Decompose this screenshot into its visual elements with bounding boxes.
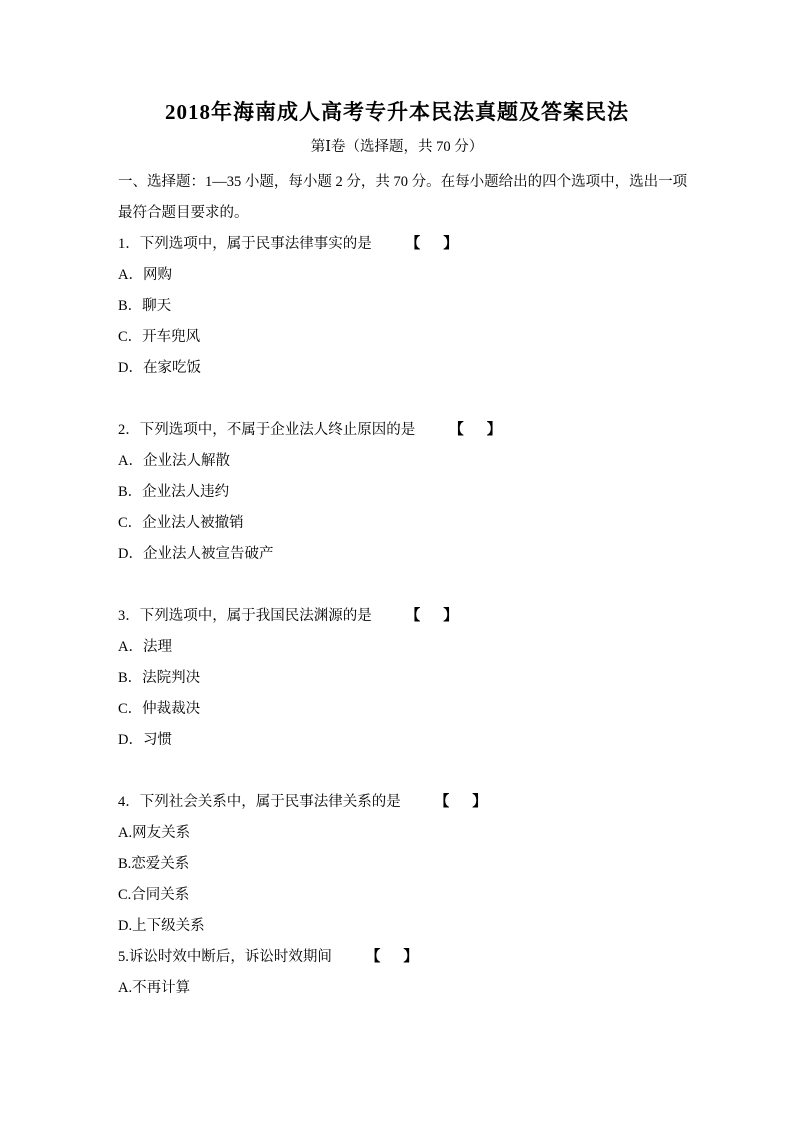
intro-line-2: 最符合题目要求的。 (118, 205, 249, 221)
question-4-stem: 4．下列社会关系中，属于民事法律关系的是 (118, 794, 401, 810)
question-3-option-d: D．习惯 (118, 732, 172, 748)
question-2-option-b: B．企业法人违约 (118, 484, 230, 500)
question-3-option-c: C．仲裁裁决 (118, 701, 201, 717)
question-3-stem-line (118, 601, 704, 632)
question-5-stem-line (118, 942, 704, 973)
question-3-option-b: B．法院判决 (118, 670, 201, 686)
question-1-option-a: A．网购 (118, 267, 172, 283)
question-2-option-d: D．企业法人被宣告破产 (118, 546, 274, 562)
question-1-option-c: C．开车兜风 (118, 329, 201, 345)
bracket-close: 】 (472, 794, 487, 810)
answer-bracket (406, 236, 458, 252)
question-1-stem-line (118, 229, 704, 260)
bracket-gap (420, 619, 443, 620)
bracket-gap (380, 960, 403, 961)
question-block-4 (118, 787, 704, 942)
answer-bracket (435, 794, 487, 810)
question-2-stem: 2．下列选项中，不属于企业法人终止原因的是 (118, 422, 416, 438)
bracket-open: 【 (434, 794, 450, 810)
question-block-5 (118, 942, 704, 1004)
bracket-close: 】 (403, 949, 418, 965)
question-2-stem-line (118, 415, 704, 446)
question-2-option-a: A．企业法人解散 (118, 453, 230, 469)
answer-bracket (406, 608, 458, 624)
question-5-stem: 5.诉讼时效中断后，诉讼时效期间 (118, 949, 332, 965)
answer-bracket (366, 949, 418, 965)
intro-line-1: 一、选择题：1—35 小题，每小题 2 分，共 70 分。在每小题给出的四个选项中，选出一项 (118, 174, 688, 190)
bracket-gap (464, 433, 487, 434)
question-3-option-a: A．法理 (118, 639, 172, 655)
bracket-open: 【 (365, 949, 381, 965)
question-block-1 (118, 229, 704, 384)
question-4-stem-line (118, 787, 704, 818)
question-1-option-d: D．在家吃饭 (118, 360, 201, 376)
question-2-option-c: C．企业法人被撤销 (118, 515, 244, 531)
question-block-3 (118, 601, 704, 756)
question-4-option-a: A.网友关系 (118, 825, 191, 841)
page-title: 2018年海南成人高考专升本民法真题及答案民法 (165, 100, 629, 124)
document-body (0, 167, 794, 1004)
bracket-gap (449, 805, 472, 806)
bracket-close: 】 (443, 236, 458, 252)
bracket-gap (420, 247, 443, 248)
bracket-open: 【 (449, 422, 464, 438)
question-4-option-d: D.上下级关系 (118, 918, 205, 934)
question-1-option-b: B．聊天 (118, 298, 172, 314)
answer-bracket (449, 422, 501, 438)
section-header: 第Ⅰ卷（选择题，共 70 分） (310, 139, 484, 155)
question-3-stem: 3．下列选项中，属于我国民法渊源的是 (118, 608, 372, 624)
bracket-open: 【 (405, 608, 421, 624)
question-4-option-c: C.合同关系 (118, 887, 190, 903)
question-4-option-b: B.恋爱关系 (118, 856, 190, 872)
bracket-close: 】 (443, 608, 458, 624)
question-block-2 (118, 415, 704, 570)
bracket-close: 】 (486, 422, 502, 438)
question-5-option-a: A.不再计算 (118, 980, 191, 996)
bracket-open: 【 (405, 236, 421, 252)
question-1-stem: 1．下列选项中，属于民事法律事实的是 (118, 236, 372, 252)
